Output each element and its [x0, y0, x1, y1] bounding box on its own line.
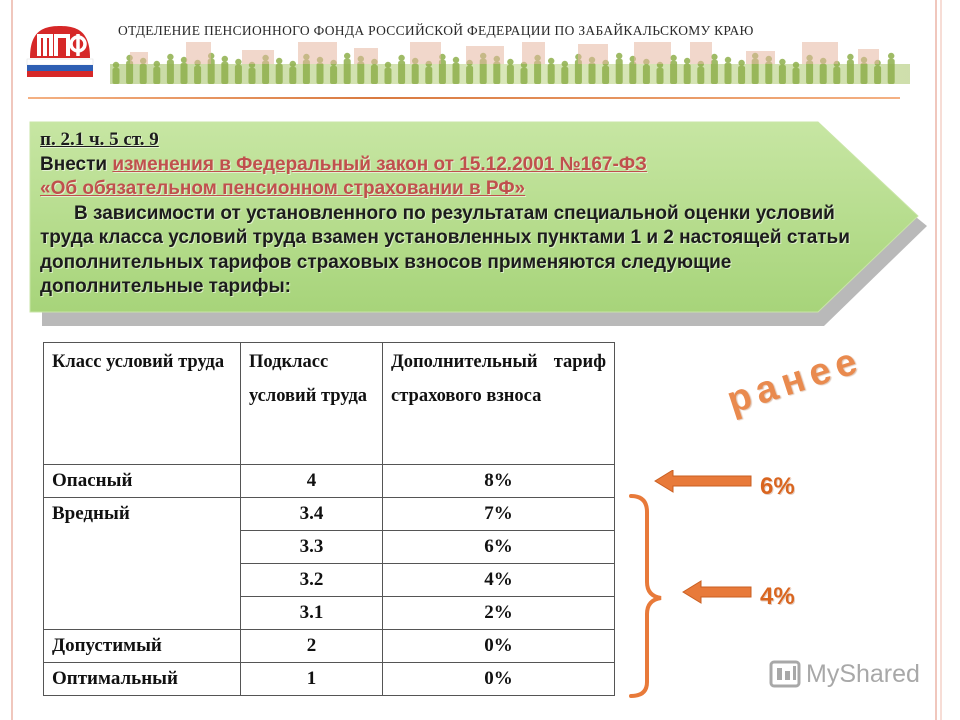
- col-header-class: Класс условий труда: [44, 343, 241, 465]
- subclass-cell: 4: [241, 465, 383, 498]
- law-title-link[interactable]: «Об обязательном пенсионном страховании в РФ»: [40, 178, 526, 199]
- myshared-logo-icon: [768, 657, 802, 691]
- previous-rate-bottom: 4%: [760, 583, 795, 610]
- subclass-cell: 3.2: [241, 564, 383, 597]
- rate-cell: 7%: [383, 498, 615, 531]
- subclass-cell: 3.3: [241, 531, 383, 564]
- table-row: [44, 630, 615, 663]
- bracket-icon: [631, 496, 661, 696]
- previous-rate-top: 6%: [760, 473, 795, 500]
- callout-text: [40, 128, 870, 300]
- subclass-cell: 3.4: [241, 498, 383, 531]
- header-divider: [28, 97, 900, 99]
- table-header-row: [44, 343, 615, 465]
- right-decor-line-outer: [940, 0, 942, 720]
- table-row: [44, 663, 615, 696]
- col-header-rate: Дополнительный тариф страхового взноса: [383, 343, 615, 465]
- class-cell: Опасный: [44, 465, 241, 498]
- class-cell: Вредный: [44, 498, 241, 630]
- rate-cell: 4%: [383, 564, 615, 597]
- header-title: ОТДЕЛЕНИЕ ПЕНСИОННОГО ФОНДА РОССИЙСКОЙ ФЕДЕРАЦИИ ПО ЗАБАЙКАЛЬСКОМУ КРАЮ: [118, 23, 754, 38]
- watermark: [768, 657, 920, 691]
- left-decor-line: [11, 0, 13, 720]
- amend-prefix: Внести: [40, 153, 108, 175]
- right-decor-line: [935, 0, 937, 720]
- subclass-cell: 2: [241, 630, 383, 663]
- class-cell: Допустимый: [44, 630, 241, 663]
- subclass-cell: 3.1: [241, 597, 383, 630]
- rate-cell: 2%: [383, 597, 615, 630]
- table-row: [44, 465, 615, 498]
- col-header-subclass: Подкласс условий труда: [241, 343, 383, 465]
- earlier-label: ранее: [722, 338, 868, 422]
- arrow-left-icon: [655, 470, 751, 492]
- rate-cell: 8%: [383, 465, 615, 498]
- table-row: [44, 498, 615, 531]
- class-cell: Оптимальный: [44, 663, 241, 696]
- callout-body: В зависимости от установленного по результатам специальной оценки условий труда класса условий труда взамен установленных пунктами 1 и 2 настоящей статьи дополнительных тарифов страховых взносов применяются следующие дополнительные тарифы:: [40, 202, 850, 297]
- article-reference: п. 2.1 ч. 5 ст. 9: [40, 129, 159, 150]
- crowd-silhouette-icon: [110, 42, 910, 84]
- watermark-text: MyShared: [806, 659, 920, 688]
- arrow-left-icon: [683, 581, 751, 603]
- rate-cell: 0%: [383, 630, 615, 663]
- pension-fund-logo-icon: [22, 22, 98, 82]
- subclass-cell: 1: [241, 663, 383, 696]
- rate-cell: 0%: [383, 663, 615, 696]
- tariff-table: [43, 342, 615, 696]
- rate-cell: 6%: [383, 531, 615, 564]
- law-amendment-link[interactable]: изменения в Федеральный закон от 15.12.2001 №167-ФЗ: [112, 153, 647, 175]
